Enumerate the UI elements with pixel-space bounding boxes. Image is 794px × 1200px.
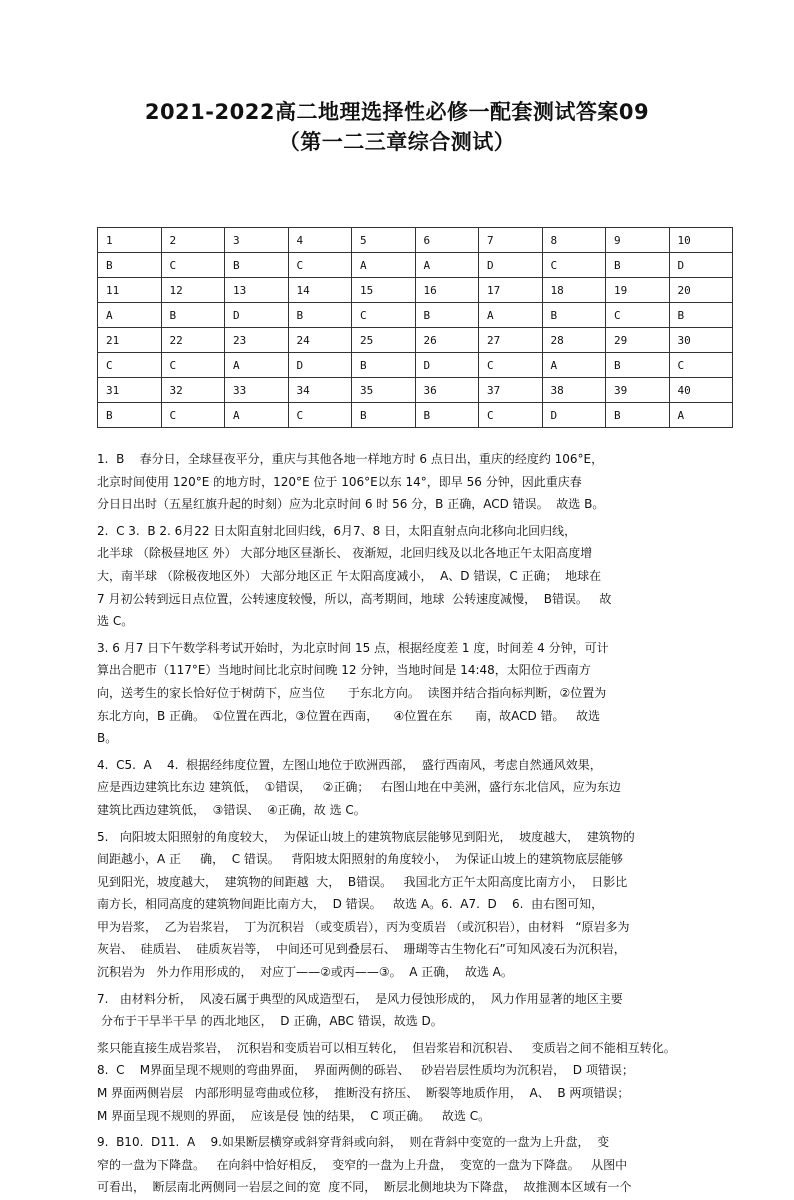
table-cell: 23 xyxy=(225,328,289,353)
table-cell: C xyxy=(98,353,162,378)
explanation-line: 分日日出时（五星红旗升起的时刻）应为北京时间 6 时 56 分，B 正确，ACD 错误。 故选 B。 xyxy=(97,497,605,512)
table-cell: A xyxy=(415,253,479,278)
table-cell: 38 xyxy=(542,378,606,403)
table-cell: B xyxy=(606,353,670,378)
table-cell: B xyxy=(288,303,352,328)
table-cell: 16 xyxy=(415,278,479,303)
page-subtitle: （第一二三章综合测试） xyxy=(278,130,516,154)
table-cell: D xyxy=(542,403,606,428)
explanation-line: 南方长，相同高度的建筑物间距比南方大， D 错误。 故选 A。6. A7. D 6. 由右图可知， xyxy=(97,897,604,912)
table-cell: A xyxy=(225,403,289,428)
table-cell: B xyxy=(542,303,606,328)
table-row xyxy=(98,403,733,428)
explanation-line: 北京时间使用 120°E 的地方时，120°E 位于 106°E以东 14°，即早 56 分钟，因此重庆春 xyxy=(97,474,582,489)
explanation-line: 东北方向，B 正确。 ①位置在西北，③位置在西南， ④位置在东 南，故ACD 错。 故选 xyxy=(97,708,600,723)
table-cell: 13 xyxy=(225,278,289,303)
table-cell: 15 xyxy=(352,278,416,303)
table-cell: 37 xyxy=(479,378,543,403)
table-cell: C xyxy=(161,353,225,378)
table-cell: B xyxy=(161,303,225,328)
answer-table xyxy=(97,227,733,428)
table-cell: 30 xyxy=(669,328,733,353)
table-cell: 17 xyxy=(479,278,543,303)
table-cell: 40 xyxy=(669,378,733,403)
table-cell: C xyxy=(479,403,543,428)
table-cell: C xyxy=(669,353,733,378)
table-row xyxy=(98,253,733,278)
table-cell: B xyxy=(98,253,162,278)
explanation-line: 算出合肥市（117°E）当地时间比北京时间晚 12 分钟，当地时间是 14:48，太阳位于西南方 xyxy=(97,663,591,678)
table-cell: C xyxy=(352,303,416,328)
explanation-line: 5. 向阳坡太阳照射的角度较大， 为保证山坡上的建筑物底层能够见到阳光， 坡度越大， 建筑物的 xyxy=(97,829,635,844)
table-cell: D xyxy=(415,353,479,378)
table-cell: A xyxy=(542,353,606,378)
explanation-line: M 界面呈现不规则的界面， 应该是侵 蚀的结果， C 项正确。 故选 C。 xyxy=(97,1108,491,1123)
explanation-line: 见到阳光，坡度越大， 建筑物的间距越 大， B错误。 我国北方正午太阳高度比南方小， 日影比 xyxy=(97,874,628,889)
table-cell: 29 xyxy=(606,328,670,353)
table-cell: 35 xyxy=(352,378,416,403)
table-cell: 22 xyxy=(161,328,225,353)
table-cell: 10 xyxy=(669,228,733,253)
table-cell: A xyxy=(669,403,733,428)
table-cell: B xyxy=(352,353,416,378)
table-row xyxy=(98,328,733,353)
table-cell: B xyxy=(669,303,733,328)
explanation-line: 沉积岩为 外力作用形成的， 对应丁——②或丙——③。 A 正确， 故选 A。 xyxy=(97,965,513,980)
table-cell: 24 xyxy=(288,328,352,353)
table-row xyxy=(98,303,733,328)
table-cell: 8 xyxy=(542,228,606,253)
explanation-line: 北半球 （除极昼地区 外） 大部分地区昼渐长、 夜渐短，北回归线及以北各地正午太阳高度增 xyxy=(97,546,593,561)
table-cell: A xyxy=(352,253,416,278)
table-cell: 2 xyxy=(161,228,225,253)
table-cell: 19 xyxy=(606,278,670,303)
explanation-line: 1. B 春分日，全球昼夜平分，重庆与其他各地一样地方时 6 点日出，重庆的经度约 106°E， xyxy=(97,452,604,466)
explanation-line: 建筑比西边建筑低， ③错误、 ④正确，故 选 C。 xyxy=(97,802,366,817)
table-cell: 5 xyxy=(352,228,416,253)
explanation-line: 分布于干旱半干旱 的西北地区， D 正确，ABC 错误，故选 D。 xyxy=(97,1014,443,1029)
table-cell: 6 xyxy=(415,228,479,253)
explanation-line: 4. C5. A 4. 根据经纬度位置，左图山地位于欧洲西部， 盛行西南风，考虑自然通风效果， xyxy=(97,757,602,772)
explanation-line: 2. C 3. B 2. 6月22 日太阳直射北回归线，6月7、8 日，太阳直射点向北移向北回归线， xyxy=(97,523,577,538)
table-cell: 7 xyxy=(479,228,543,253)
table-cell: A xyxy=(225,353,289,378)
table-cell: C xyxy=(606,303,670,328)
table-row xyxy=(98,228,733,253)
table-cell: B xyxy=(225,253,289,278)
table-cell: 27 xyxy=(479,328,543,353)
table-cell: 28 xyxy=(542,328,606,353)
table-cell: D xyxy=(225,303,289,328)
explanation-line: M 界面两侧岩层 内部形明显弯曲或位移， 推断没有挤压、 断裂等地质作用， A、 B 两项错误； xyxy=(97,1086,630,1101)
table-cell: A xyxy=(98,303,162,328)
table-cell: 26 xyxy=(415,328,479,353)
explanation-line: 灰岩、 硅质岩、 硅质灰岩等， 中间还可见到叠层石、 珊瑚等古生物化石”可知风凌石为沉积岩， xyxy=(97,942,626,957)
table-row xyxy=(98,378,733,403)
table-cell: 18 xyxy=(542,278,606,303)
explanation-text xyxy=(97,449,752,1200)
table-cell: 32 xyxy=(161,378,225,403)
explanation-line: 9. B10. D11. A 9.如果断层横穿或斜穿背斜或向斜， 则在背斜中变宽的一盘为上升盘， 变 xyxy=(97,1135,610,1150)
page-title: 2021-2022高二地理选择性必修一配套测试答案09 xyxy=(144,100,650,124)
table-cell: 36 xyxy=(415,378,479,403)
table-cell: D xyxy=(669,253,733,278)
table-cell: B xyxy=(415,403,479,428)
explanation-line: 选 C。 xyxy=(97,614,134,629)
explanation-line: 7 月初公转到远日点位置，公转速度较慢，所以，高考期间，地球 公转速度减慢， B错误。 故 xyxy=(97,591,612,606)
table-cell: 25 xyxy=(352,328,416,353)
table-cell: 33 xyxy=(225,378,289,403)
table-cell: 39 xyxy=(606,378,670,403)
table-cell: 1 xyxy=(98,228,162,253)
table-cell: B xyxy=(415,303,479,328)
table-cell: B xyxy=(606,403,670,428)
table-cell: 14 xyxy=(288,278,352,303)
table-cell: B xyxy=(98,403,162,428)
explanation-line: 窄的一盘为下降盘。 在向斜中恰好相反， 变窄的一盘为上升盘， 变宽的一盘为下降盘。 从图中 xyxy=(97,1157,628,1172)
explanation-line: 向，送考生的家长恰好位于树荫下，应当位 于东北方向。 读图并结合指向标判断，②位置为 xyxy=(97,685,607,700)
table-cell: 20 xyxy=(669,278,733,303)
table-cell: 34 xyxy=(288,378,352,403)
table-cell: 3 xyxy=(225,228,289,253)
explanation-line: 大，南半球 （除极夜地区外） 大部分地区正 午太阳高度减小， A、D 错误，C 正确； 地球在 xyxy=(97,568,602,583)
table-cell: 4 xyxy=(288,228,352,253)
table-cell: C xyxy=(161,253,225,278)
table-row xyxy=(98,278,733,303)
table-cell: 31 xyxy=(98,378,162,403)
table-cell: C xyxy=(161,403,225,428)
table-cell: C xyxy=(542,253,606,278)
table-cell: A xyxy=(479,303,543,328)
table-cell: B xyxy=(606,253,670,278)
table-cell: D xyxy=(288,353,352,378)
table-cell: C xyxy=(288,403,352,428)
table-cell: B xyxy=(352,403,416,428)
table-cell: D xyxy=(479,253,543,278)
explanation-line: 浆只能直接生成岩浆岩， 沉积岩和变质岩可以相互转化， 但岩浆岩和沉积岩、 变质岩之间不能相互转化。 xyxy=(97,1040,676,1055)
table-cell: 11 xyxy=(98,278,162,303)
explanation-line: 7. 由材料分析， 风凌石属于典型的风成造型石， 是风力侵蚀形成的， 风力作用显著的地区主要 xyxy=(97,991,623,1006)
table-row xyxy=(98,353,733,378)
explanation-line: 间距越小，A 正 确， C 错误。 背阳坡太阳照射的角度较小， 为保证山坡上的建筑物底层能够 xyxy=(97,852,623,867)
explanation-line: 应是西边建筑比东边 建筑低， ①错误， ②正确； 右图山地在中美洲，盛行东北信风，应为东边 xyxy=(97,780,621,795)
table-cell: C xyxy=(288,253,352,278)
explanation-line: 甲为岩浆， 乙为岩浆岩， 丁为沉积岩 （或变质岩），丙为变质岩 （或沉积岩），由材料 “原岩多为 xyxy=(97,919,630,934)
explanation-line: 可看出， 断层南北两侧同一岩层之间的宽 度不同， 断层北侧地块为下降盘， 故推测本区域有一个 xyxy=(97,1180,632,1195)
explanation-line: 3. 6 月7 日下午数学科考试开始时，为北京时间 15 点，根据经度差 1 度，时间差 4 分钟，可计 xyxy=(97,640,609,655)
explanation-line: 8. C M界面呈现不规则的弯曲界面， 界面两侧的砾岩、 砂岩岩层性质均为沉积岩， D 项错误； xyxy=(97,1063,634,1078)
table-cell: 12 xyxy=(161,278,225,303)
explanation-line: B。 xyxy=(97,731,118,746)
table-cell: 9 xyxy=(606,228,670,253)
table-cell: 21 xyxy=(98,328,162,353)
table-cell: C xyxy=(479,353,543,378)
